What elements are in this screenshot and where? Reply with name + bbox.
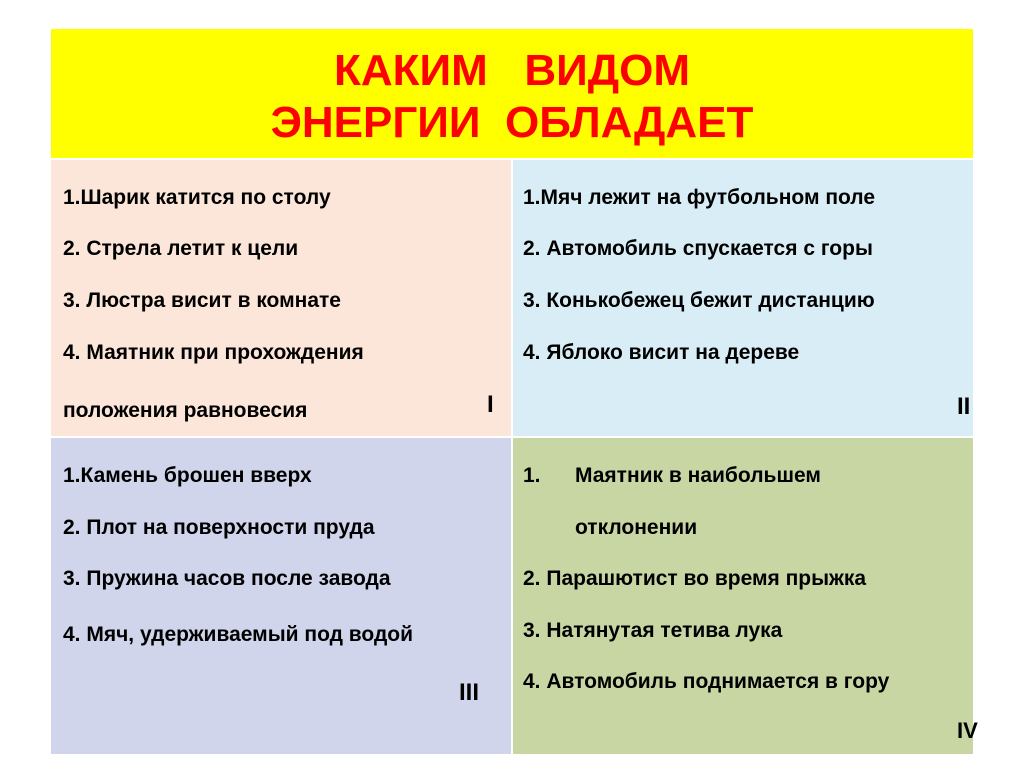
list-item: 2. Плот на поверхности пруда (63, 516, 375, 539)
list-item: 3. Люстра висит в комнате (63, 289, 341, 312)
list-item: 1.Шарик катится по столу (63, 186, 331, 209)
cell-label: III (459, 679, 480, 706)
list-item: 1.Камень брошен вверх (63, 464, 312, 487)
slide-title (51, 29, 973, 158)
table-cell-iv (513, 438, 978, 754)
list-item: 3. Натянутая тетива лука (523, 619, 783, 642)
list-number: 1. (523, 464, 541, 487)
energy-table (51, 29, 978, 754)
list-item: 4. Яблоко висит на дереве (523, 341, 800, 364)
list-item: 2. Стрела летит к цели (63, 237, 299, 260)
title-line-1: КАКИМ ВИДОМ (333, 46, 691, 95)
list-item: 4. Маятник при прохождения (63, 341, 364, 364)
title-line-2: ЭНЕРГИИ ОБЛАДАЕТ (270, 98, 754, 147)
table-cell-ii (513, 160, 973, 436)
cell-label: II (957, 393, 971, 420)
list-item: 2. Автомобиль спускается с горы (523, 237, 873, 260)
list-item: положения равновесия (63, 399, 308, 422)
table-cell-iii (51, 438, 511, 754)
list-item-continuation: отклонении (575, 516, 698, 539)
list-item: 4. Мяч, удерживаемый под водой (63, 623, 414, 646)
table-cell-i (51, 160, 511, 436)
cell-label: I (487, 391, 494, 418)
list-item: 2. Парашютист во время прыжка (523, 567, 867, 590)
list-item: 3. Пружина часов после завода (63, 567, 391, 590)
list-item: 1.Мяч лежит на футбольном поле (523, 186, 876, 209)
cell-label: IV (957, 718, 978, 743)
list-item: 3. Конькобежец бежит дистанцию (523, 289, 875, 312)
list-item: Маятник в наибольшем (575, 464, 821, 487)
list-item: 4. Автомобиль поднимается в гору (523, 670, 890, 693)
